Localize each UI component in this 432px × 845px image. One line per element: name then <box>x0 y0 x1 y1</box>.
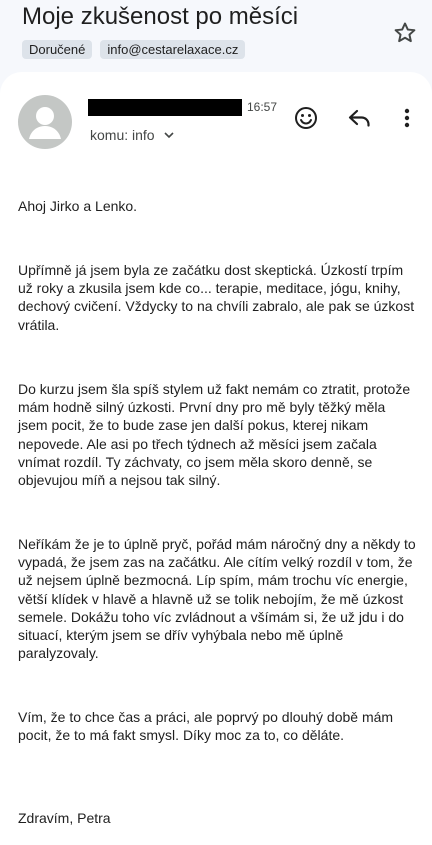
recipients-toggle[interactable] <box>90 127 175 143</box>
avatar[interactable] <box>18 95 72 149</box>
greeting-paragraph: Ahoj Jirko a Lenko. <box>18 198 138 214</box>
star-icon[interactable] <box>392 20 418 46</box>
label-inbox[interactable]: Doručené <box>22 40 92 59</box>
body-paragraph-1: Upřímně já jsem byla ze začátku dost skeptická. Úzkostí trpím už roky a zkusila jsem kde co... terapie, meditace, jógu, knihy, dechový cvičení. Vždycky to na chvíli zabralo, ale pak se úzkost vrátila. <box>18 262 415 333</box>
signature-paragraph: Zdravím, Petra <box>18 810 111 826</box>
email-subject: Moje zkušenost po měsíci <box>22 3 299 30</box>
recipients-label: komu: info <box>90 127 155 143</box>
label-address[interactable]: info@cestarelaxace.cz <box>100 40 245 59</box>
chevron-down-icon <box>163 129 175 141</box>
emoji-reaction-icon[interactable] <box>292 104 320 132</box>
body-paragraph-4: Vím, že to chce čas a práci, ale poprvý po dlouhý době mám pocit, že to má fakt smysl. Díky moc za to, co děláte. <box>18 709 394 744</box>
label-chips <box>22 40 253 59</box>
body-paragraph-3: Neříkám že je to úplně pryč, pořád mám náročný dny a někdy to vypadá, že jsem zas na začátku. Ale cítím velký rozdíl v tom, že už nejsem úplně bezmocná. Líp spím, mám trochu víc energie, větší klídek v hlavě a hlavně už se tolik nebojím, že mě úzkost semele. Dokážu toho víc zvládnout a všímám si, že už jdu i do situací, kterým jsem se dřív vyhýbala nebo mě úplně paralyzovaly. <box>18 536 416 662</box>
sender-name-redacted <box>88 99 242 116</box>
message-time: 16:57 <box>247 100 278 114</box>
reply-icon[interactable] <box>346 104 374 132</box>
more-vertical-icon[interactable] <box>394 104 422 132</box>
person-avatar-icon <box>18 95 72 149</box>
body-paragraph-2: Do kurzu jsem šla spíš stylem už fakt nemám co ztratit, protože mám hodně silný úzkosti. První dny pro mě byly těžký měla jsem pocit, že to bude zase jen další pokus, kterej nikam nepovede. Ale asi po třech týdnech až měsíci jsem začala vnímat rozdíl. Ty záchvaty, co jsem měla skoro denně, se objevujou míň a nejsou tak silný. <box>18 381 411 489</box>
